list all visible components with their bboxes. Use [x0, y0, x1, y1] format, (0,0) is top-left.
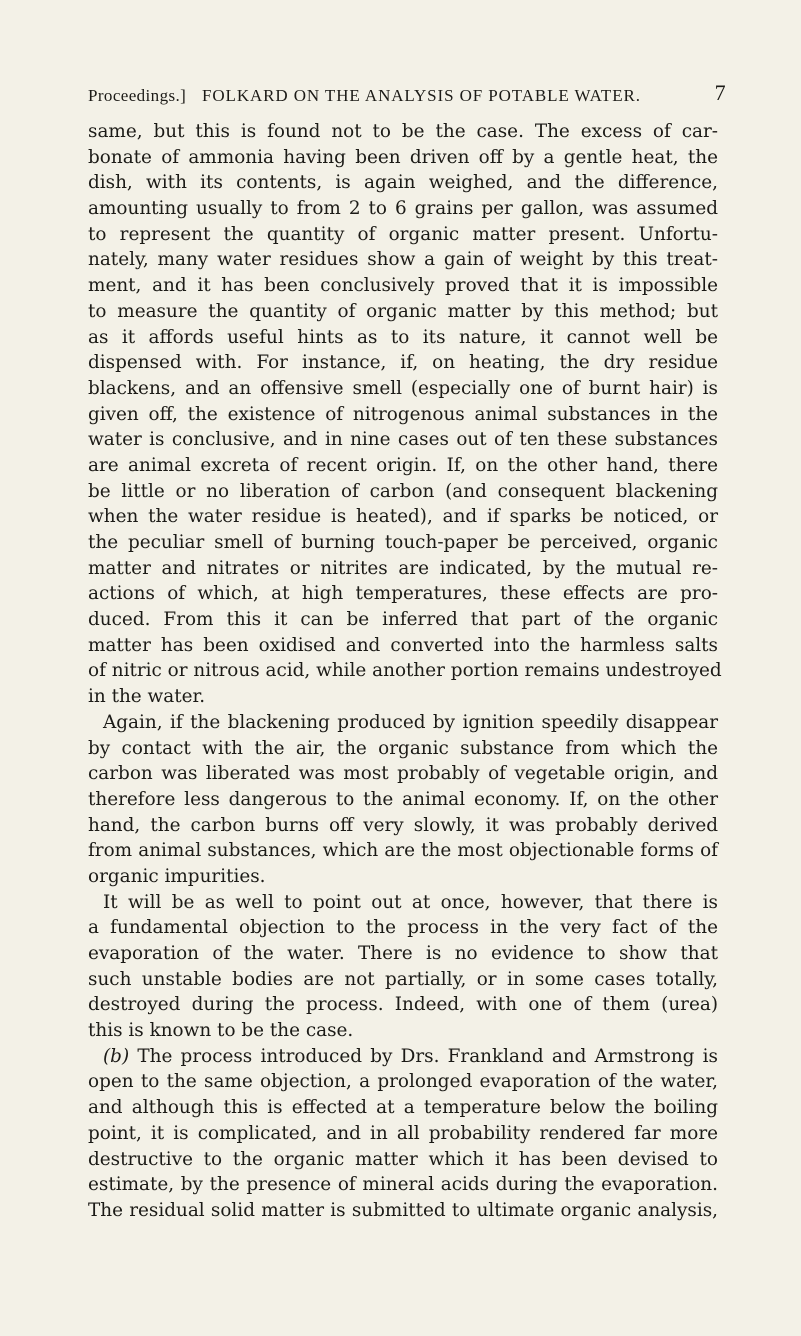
text-line: amounting usually to from 2 to 6 grains per gallon, was assumed	[88, 198, 718, 220]
text-line: hand, the carbon burns off very slowly, it was probably derived	[88, 814, 718, 836]
text-line: blackens, and an offensive smell (especially one of burnt hair) is	[88, 377, 718, 399]
text-line: from animal substances, which are the most objectionable forms of	[88, 840, 718, 862]
text-line: are animal excreta of recent origin. If, on the other hand, there	[88, 454, 718, 476]
paragraph-b-first-line-text: The process introduced by Drs. Frankland and Armstrong is	[137, 1045, 718, 1067]
text-line: of nitric or nitrous acid, while another portion remains undestroyed	[88, 660, 722, 682]
text-line: destructive to the organic matter which it has been devised to	[88, 1148, 718, 1170]
text-line: same, but this is found not to be the case. The excess of car-	[88, 121, 718, 142]
text-line: to represent the quantity of organic matter present. Unfortu-	[88, 223, 718, 245]
text-line: carbon was liberated was most probably of vegetable origin, and	[88, 763, 718, 785]
text-line: Again, if the blackening produced by ignition speedily disappear	[103, 711, 718, 733]
paragraph-b-first-line	[88, 1044, 718, 1070]
text-line: a fundamental objection to the process in the very fact of the	[88, 917, 718, 939]
text-line: ment, and it has been conclusively proved that it is impossible	[88, 275, 718, 297]
text-line: matter and nitrates or nitrites are indicated, by the mutual re-	[88, 557, 718, 579]
text-line: organic impurities.	[88, 865, 266, 887]
paragraph-b-label: (b)	[103, 1045, 130, 1067]
text-line: point, it is complicated, and in all probability rendered far more	[88, 1122, 718, 1144]
text-line: nately, many water residues show a gain of weight by this treat-	[88, 249, 718, 271]
text-line: evaporation of the water. There is no evidence to show that	[88, 943, 718, 964]
text-line: when the water residue is heated), and if sparks be noticed, or	[88, 506, 718, 528]
text-line: by contact with the air, the organic substance from which the	[88, 737, 718, 759]
text-line: actions of which, at high temperatures, these effects are pro-	[88, 583, 718, 605]
text-line: such unstable bodies are not partially, or in some cases totally,	[88, 968, 718, 990]
running-head-title: FOLKARD ON THE ANALYSIS OF POTABLE WATER.	[202, 86, 641, 105]
text-line: bonate of ammonia having been driven off by a gentle heat, the	[88, 146, 718, 168]
text-line: It will be as well to point out at once, however, that there is	[103, 891, 718, 913]
text-line: duced. From this it can be inferred that part of the organic	[88, 609, 718, 631]
text-line: open to the same objection, a prolonged evaporation of the water,	[88, 1071, 718, 1093]
text-line: given off, the existence of nitrogenous animal substances in the	[88, 403, 718, 425]
text-line: therefore less dangerous to the animal economy. If, on the other	[88, 788, 718, 810]
text-line: this is known to be the case.	[88, 1020, 354, 1042]
text-line: the peculiar smell of burning touch-paper be perceived, organic	[88, 532, 718, 553]
text-line: destroyed during the process. Indeed, with one of them (urea)	[88, 994, 718, 1016]
text-line: be little or no liberation of carbon (and consequent blackening	[88, 480, 718, 502]
text-line: dispensed with. For instance, if, on heating, the dry residue	[88, 352, 718, 374]
text-line: The residual solid matter is submitted to ultimate organic analysis,	[88, 1199, 718, 1221]
text-line: dish, with its contents, is again weighed, and the difference,	[88, 172, 718, 194]
text-line: water is conclusive, and in nine cases out of ten these substances	[88, 429, 718, 451]
text-line: estimate, by the presence of mineral acids during the evaporation.	[88, 1174, 718, 1196]
text-line: matter has been oxidised and converted into the harmless salts	[88, 634, 718, 656]
text-line: to measure the quantity of organic matter by this method; but	[88, 300, 718, 322]
body-text	[88, 119, 722, 1224]
page-number: 7	[714, 80, 726, 105]
text-line: in the water.	[88, 686, 206, 708]
text-line: as it affords useful hints as to its nature, it cannot well be	[88, 326, 718, 348]
text-line: and although this is effected at a temperature below the boiling	[88, 1097, 718, 1119]
running-head-section: Proceedings.]	[88, 86, 187, 105]
running-head	[88, 80, 726, 110]
